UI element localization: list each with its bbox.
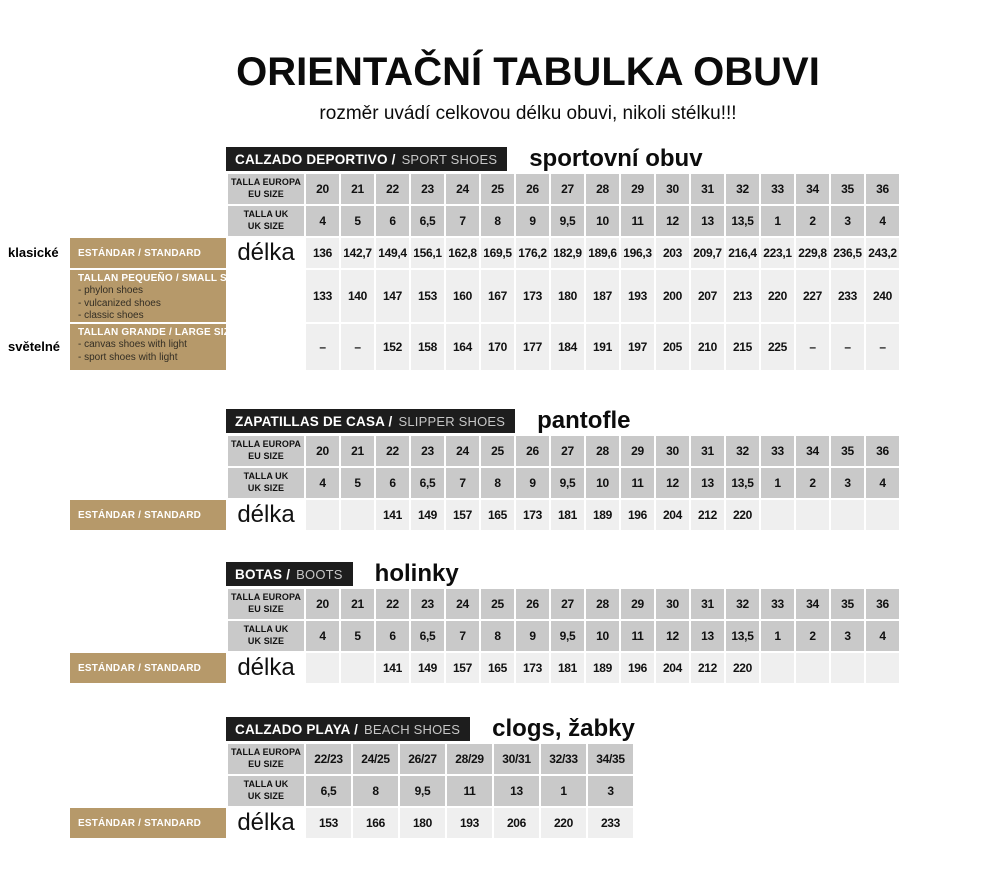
eu-size-cell: 27 (551, 174, 584, 204)
category-box-standard (70, 653, 226, 683)
eu-size-cell: 31 (691, 589, 724, 619)
uk-size-cell: 8 (353, 776, 398, 806)
eu-size-cell: 27 (551, 589, 584, 619)
eu-size-cell: 24 (446, 174, 479, 204)
length-value-cell: 233 (588, 808, 633, 838)
length-value-cell: 136 (306, 238, 339, 268)
side-note-světelné: světelné (8, 339, 61, 354)
length-value-cell: 181 (551, 500, 584, 530)
uk-size-cell: 11 (621, 206, 654, 236)
uk-size-cell: 12 (656, 206, 689, 236)
category-box-item: - sport shoes with light (78, 351, 178, 363)
length-value-cell: 182,9 (551, 238, 584, 268)
eu-size-cell: 34 (796, 589, 829, 619)
length-row-label: délka (237, 239, 295, 266)
length-value-cell: 184 (551, 324, 584, 370)
uk-size-cell: 4 (866, 621, 899, 651)
eu-size-cell: 21 (341, 436, 374, 466)
uk-size-cell: 13,5 (726, 621, 759, 651)
length-value-cell: 170 (481, 324, 514, 370)
length-value-cell: 197 (621, 324, 654, 370)
length-value-cell: 196 (621, 500, 654, 530)
uk-size-cell: 8 (481, 468, 514, 498)
section-header-slipper-shoes (226, 409, 630, 433)
section-czech-title: holinky (374, 560, 459, 587)
length-value-cell (761, 653, 794, 683)
length-value-cell: 141 (376, 500, 409, 530)
eu-row-label: TALLA EUROPA EU SIZE (228, 744, 304, 774)
length-value-cell: 240 (866, 270, 899, 322)
length-value-cell: 207 (691, 270, 724, 322)
uk-size-cell: 6,5 (411, 206, 444, 236)
section-czech-title: pantofle (537, 407, 631, 434)
length-value-cell: 156,1 (411, 238, 444, 268)
length-value-cell: 196,3 (621, 238, 654, 268)
eu-size-cell: 28 (586, 174, 619, 204)
uk-size-cell: 3 (831, 468, 864, 498)
length-value-cell: 236,5 (831, 238, 864, 268)
category-box-standard (70, 808, 226, 838)
length-value-cell: 149 (411, 500, 444, 530)
category-box-title: TALLAN PEQUEÑO / SMALL SIZE (78, 273, 244, 284)
eu-size-cell: 25 (481, 436, 514, 466)
eu-size-cell: 35 (831, 436, 864, 466)
uk-size-cell: 13,5 (726, 206, 759, 236)
length-value-cell: 220 (761, 270, 794, 322)
side-note-klasické: klasické (8, 245, 59, 260)
eu-row-label: TALLA EUROPA EU SIZE (228, 436, 304, 466)
uk-size-cell: 4 (866, 206, 899, 236)
length-value-cell: 165 (481, 653, 514, 683)
length-value-cell: – (866, 324, 899, 370)
length-value-cell: 233 (831, 270, 864, 322)
uk-size-cell: 3 (588, 776, 633, 806)
page-subtitle: rozměr uvádí celkovou délku obuvi, nikoli stélku!!! (319, 103, 737, 124)
uk-size-cell: 10 (586, 206, 619, 236)
length-value-cell: 180 (551, 270, 584, 322)
uk-size-cell: 3 (831, 621, 864, 651)
uk-size-cell: 1 (761, 621, 794, 651)
length-value-cell: 180 (400, 808, 445, 838)
eu-size-cell: 29 (621, 589, 654, 619)
uk-size-cell: 6,5 (411, 621, 444, 651)
eu-size-cell: 30 (656, 436, 689, 466)
length-value-cell: 187 (586, 270, 619, 322)
section-bar-primary-label: CALZADO PLAYA / (235, 721, 359, 737)
length-value-cell: 209,7 (691, 238, 724, 268)
uk-size-cell: 4 (866, 468, 899, 498)
length-value-cell: 223,1 (761, 238, 794, 268)
length-value-cell: 243,2 (866, 238, 899, 268)
length-row-label (228, 324, 304, 370)
length-value-cell: 133 (306, 270, 339, 322)
eu-size-cell: 24 (446, 436, 479, 466)
eu-size-cell: 30 (656, 174, 689, 204)
uk-size-cell: 13 (494, 776, 539, 806)
uk-size-cell: 12 (656, 468, 689, 498)
length-value-cell: 149,4 (376, 238, 409, 268)
length-value-cell: 220 (726, 653, 759, 683)
uk-row-label: TALLA UK UK SIZE (228, 206, 304, 236)
section-bar-primary-label: BOTAS / (235, 566, 291, 582)
eu-size-cell: 22 (376, 436, 409, 466)
length-value-cell: 229,8 (796, 238, 829, 268)
section-bar-primary-label: CALZADO DEPORTIVO / (235, 151, 396, 167)
size-table-sport-shoes (226, 172, 901, 372)
category-box-item: - vulcanized shoes (78, 297, 161, 309)
length-value-cell: 160 (446, 270, 479, 322)
uk-size-cell: 7 (446, 206, 479, 236)
length-value-cell: 206 (494, 808, 539, 838)
length-value-cell: 210 (691, 324, 724, 370)
length-value-cell: 173 (516, 500, 549, 530)
eu-size-cell: 29 (621, 436, 654, 466)
uk-size-cell: 13 (691, 621, 724, 651)
uk-size-cell: 9 (516, 468, 549, 498)
eu-size-cell: 36 (866, 436, 899, 466)
uk-row-label: TALLA UK UK SIZE (228, 776, 304, 806)
eu-size-cell: 33 (761, 436, 794, 466)
uk-size-cell: 4 (306, 621, 339, 651)
section-bar (226, 562, 353, 586)
uk-size-cell: 5 (341, 468, 374, 498)
section-bar-secondary-label: SPORT SHOES (401, 151, 498, 167)
length-value-cell: – (831, 324, 864, 370)
eu-size-cell: 31 (691, 174, 724, 204)
length-value-cell: 149 (411, 653, 444, 683)
length-value-cell: 181 (551, 653, 584, 683)
eu-row-label: TALLA EUROPA EU SIZE (228, 589, 304, 619)
eu-size-cell: 22 (376, 174, 409, 204)
eu-size-cell: 28 (586, 589, 619, 619)
length-value-cell: 152 (376, 324, 409, 370)
length-value-cell: 157 (446, 653, 479, 683)
uk-size-cell: 6,5 (411, 468, 444, 498)
length-row-label: délka (237, 809, 295, 836)
length-value-cell: 189 (586, 500, 619, 530)
length-value-cell: 216,4 (726, 238, 759, 268)
size-table-slipper-shoes (226, 434, 901, 532)
uk-size-cell: 4 (306, 206, 339, 236)
eu-size-cell: 26/27 (400, 744, 445, 774)
uk-size-cell: 6 (376, 206, 409, 236)
length-value-cell (796, 500, 829, 530)
length-value-cell: 213 (726, 270, 759, 322)
length-value-cell: 173 (516, 653, 549, 683)
length-value-cell (831, 500, 864, 530)
uk-size-cell: 4 (306, 468, 339, 498)
length-value-cell: 215 (726, 324, 759, 370)
section-header-sport-shoes (226, 147, 703, 171)
category-box-item: - canvas shoes with light (78, 339, 187, 350)
eu-size-cell: 33 (761, 589, 794, 619)
eu-size-cell: 30/31 (494, 744, 539, 774)
uk-size-cell: 6,5 (306, 776, 351, 806)
section-bar (226, 409, 515, 433)
eu-size-cell: 29 (621, 174, 654, 204)
length-value-cell: 162,8 (446, 238, 479, 268)
eu-size-cell: 35 (831, 174, 864, 204)
length-value-cell: 189,6 (586, 238, 619, 268)
eu-size-cell: 23 (411, 174, 444, 204)
eu-size-cell: 31 (691, 436, 724, 466)
uk-size-cell: 9,5 (551, 621, 584, 651)
length-value-cell: 225 (761, 324, 794, 370)
uk-size-cell: 13 (691, 206, 724, 236)
category-box-item: - classic shoes (78, 310, 144, 321)
length-value-cell: 158 (411, 324, 444, 370)
eu-size-cell: 32 (726, 174, 759, 204)
uk-size-cell: 6 (376, 621, 409, 651)
uk-size-cell: 10 (586, 621, 619, 651)
eu-size-cell: 34/35 (588, 744, 633, 774)
uk-size-cell: 9,5 (400, 776, 445, 806)
length-value-cell: 193 (447, 808, 492, 838)
length-value-cell: 203 (656, 238, 689, 268)
length-value-cell (306, 500, 339, 530)
length-value-cell: 147 (376, 270, 409, 322)
section-bar (226, 147, 507, 171)
eu-size-cell: 26 (516, 174, 549, 204)
uk-size-cell: 11 (621, 621, 654, 651)
length-value-cell (831, 653, 864, 683)
length-value-cell: 189 (586, 653, 619, 683)
category-box-item: - phylon shoes (78, 285, 144, 296)
eu-size-cell: 32 (726, 589, 759, 619)
size-table-boots (226, 587, 901, 685)
eu-size-cell: 24 (446, 589, 479, 619)
length-value-cell: 167 (481, 270, 514, 322)
category-box-title: ESTÁNDAR / STANDARD (78, 817, 202, 829)
length-value-cell (341, 500, 374, 530)
eu-size-cell: 33 (761, 174, 794, 204)
length-value-cell: 157 (446, 500, 479, 530)
uk-size-cell: 2 (796, 206, 829, 236)
category-box-standard (70, 238, 226, 268)
length-value-cell (761, 500, 794, 530)
uk-size-cell: 8 (481, 206, 514, 236)
uk-size-cell: 7 (446, 621, 479, 651)
eu-size-cell: 32 (726, 436, 759, 466)
length-value-cell: 205 (656, 324, 689, 370)
length-value-cell: 176,2 (516, 238, 549, 268)
uk-size-cell: 11 (621, 468, 654, 498)
eu-size-cell: 30 (656, 589, 689, 619)
eu-size-cell: 35 (831, 589, 864, 619)
eu-size-cell: 20 (306, 174, 339, 204)
length-row-label: délka (237, 501, 295, 528)
uk-size-cell: 12 (656, 621, 689, 651)
uk-size-cell: 5 (341, 206, 374, 236)
length-row-label: délka (237, 654, 295, 681)
length-value-cell: – (796, 324, 829, 370)
eu-size-cell: 23 (411, 436, 444, 466)
eu-size-cell: 26 (516, 589, 549, 619)
section-czech-title: sportovní obuv (529, 145, 703, 172)
uk-size-cell: 2 (796, 468, 829, 498)
eu-size-cell: 23 (411, 589, 444, 619)
length-value-cell (341, 653, 374, 683)
length-value-cell: 153 (411, 270, 444, 322)
uk-size-cell: 11 (447, 776, 492, 806)
uk-size-cell: 13 (691, 468, 724, 498)
eu-size-cell: 22 (376, 589, 409, 619)
category-box-title: ESTÁNDAR / STANDARD (78, 247, 202, 259)
length-value-cell: 153 (306, 808, 351, 838)
section-bar-secondary-label: BOOTS (296, 566, 343, 582)
length-value-cell: 165 (481, 500, 514, 530)
eu-size-cell: 28 (586, 436, 619, 466)
length-value-cell: 212 (691, 500, 724, 530)
length-value-cell: 191 (586, 324, 619, 370)
section-czech-title: clogs, žabky (492, 715, 635, 742)
eu-size-cell: 20 (306, 436, 339, 466)
length-value-cell (306, 653, 339, 683)
eu-size-cell: 22/23 (306, 744, 351, 774)
eu-size-cell: 26 (516, 436, 549, 466)
length-value-cell (796, 653, 829, 683)
eu-size-cell: 25 (481, 174, 514, 204)
length-value-cell: 141 (376, 653, 409, 683)
uk-size-cell: 13,5 (726, 468, 759, 498)
section-bar (226, 717, 470, 741)
uk-size-cell: 5 (341, 621, 374, 651)
uk-size-cell: 8 (481, 621, 514, 651)
eu-size-cell: 34 (796, 174, 829, 204)
uk-size-cell: 9,5 (551, 468, 584, 498)
length-value-cell (866, 500, 899, 530)
length-value-cell: 220 (541, 808, 586, 838)
eu-row-label: TALLA EUROPA EU SIZE (228, 174, 304, 204)
length-value-cell: 193 (621, 270, 654, 322)
length-value-cell: 177 (516, 324, 549, 370)
length-value-cell: 200 (656, 270, 689, 322)
section-bar-secondary-label: BEACH SHOES (364, 721, 461, 737)
uk-row-label: TALLA UK UK SIZE (228, 468, 304, 498)
length-value-cell: – (306, 324, 339, 370)
uk-size-cell: 6 (376, 468, 409, 498)
section-bar-secondary-label: SLIPPER SHOES (398, 413, 506, 429)
uk-size-cell: 2 (796, 621, 829, 651)
category-box-standard (70, 500, 226, 530)
length-value-cell (866, 653, 899, 683)
category-box-title: ESTÁNDAR / STANDARD (78, 662, 202, 674)
uk-size-cell: 1 (541, 776, 586, 806)
length-value-cell: 140 (341, 270, 374, 322)
length-value-cell: 220 (726, 500, 759, 530)
eu-size-cell: 32/33 (541, 744, 586, 774)
length-value-cell: 204 (656, 500, 689, 530)
length-value-cell: 204 (656, 653, 689, 683)
length-value-cell: 212 (691, 653, 724, 683)
eu-size-cell: 25 (481, 589, 514, 619)
section-header-beach-shoes (226, 717, 635, 741)
length-value-cell: 196 (621, 653, 654, 683)
uk-size-cell: 7 (446, 468, 479, 498)
category-box-title: TALLAN GRANDE / LARGE SIZE (78, 327, 237, 338)
eu-size-cell: 20 (306, 589, 339, 619)
length-value-cell: – (341, 324, 374, 370)
uk-row-label: TALLA UK UK SIZE (228, 621, 304, 651)
uk-size-cell: 9,5 (551, 206, 584, 236)
category-box-large-size (70, 324, 237, 370)
uk-size-cell: 1 (761, 468, 794, 498)
length-value-cell: 166 (353, 808, 398, 838)
uk-size-cell: 3 (831, 206, 864, 236)
length-value-cell: 173 (516, 270, 549, 322)
eu-size-cell: 21 (341, 174, 374, 204)
category-box-small-size (70, 270, 244, 322)
eu-size-cell: 36 (866, 589, 899, 619)
length-value-cell: 169,5 (481, 238, 514, 268)
eu-size-cell: 21 (341, 589, 374, 619)
section-header-boots (226, 562, 459, 586)
size-table-beach-shoes (226, 742, 635, 840)
eu-size-cell: 27 (551, 436, 584, 466)
eu-size-cell: 24/25 (353, 744, 398, 774)
length-value-cell: 142,7 (341, 238, 374, 268)
eu-size-cell: 28/29 (447, 744, 492, 774)
uk-size-cell: 9 (516, 621, 549, 651)
section-bar-primary-label: ZAPATILLAS DE CASA / (235, 413, 393, 429)
eu-size-cell: 36 (866, 174, 899, 204)
eu-size-cell: 34 (796, 436, 829, 466)
length-value-cell: 227 (796, 270, 829, 322)
uk-size-cell: 1 (761, 206, 794, 236)
uk-size-cell: 9 (516, 206, 549, 236)
page-title: ORIENTAČNÍ TABULKA OBUVI (236, 50, 820, 94)
category-box-title: ESTÁNDAR / STANDARD (78, 509, 202, 521)
uk-size-cell: 10 (586, 468, 619, 498)
length-value-cell: 164 (446, 324, 479, 370)
